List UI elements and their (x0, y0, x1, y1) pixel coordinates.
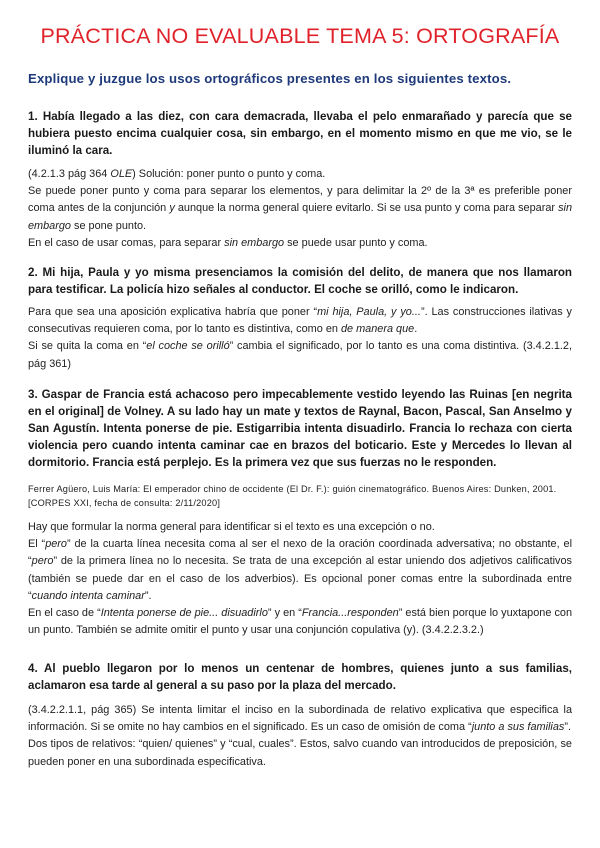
answer-1-paragraph-2: Se puede poner punto y coma para separar los elementos, y para delimitar la 2º de la 3ª es preferible poner coma antes de la conjunción y aunque la norma general quiere evitarlo. Si se usa punto y coma para separar sin embargo se pone punto. (28, 185, 573, 232)
question-4: 4. Al pueblo llegaron por lo menos un centenar de hombres, quienes junto a sus familias, aclamaron esa tarde al general a su paso por la plaza del mercado. (28, 662, 572, 692)
answer-1 (28, 166, 572, 252)
answer-3-paragraph-2: El “pero” de la cuarta línea necesita coma al ser el nexo de la oración coordinada adversativa; no obstante, el “pero” de la primera línea no lo necesita. Se trata de una excepción al estar uniendo dos adjetivos calificativos (también se puede dar en el caso de los adverbios). Es opcional poner comas entre la subordinada entre “cuando intenta caminar”. (28, 538, 572, 602)
answer-3 (28, 519, 572, 639)
answer-2 (28, 304, 572, 373)
answer-4-paragraph-1: (3.4.2.2.1.1, pág 365) Se intenta limitar el inciso en la subordinada de relativo explicativa que especifica la información. Si se omite no hay cambios en el significado. Es un caso de omisión de coma “junto a sus familias”. (28, 704, 572, 734)
answer-2-paragraph-2: Si se quita la coma en “el coche se orilló” cambia el significado, por lo tanto es una coma distintiva. (3.4.2.1.2, pág 361) (28, 340, 572, 370)
answer-4-paragraph-2: Dos tipos de relativos: “quien/ quienes” y “cual, cuales”. Estos, salvo cuando van introducidos de preposición, se pueden poner en una subordinada especificativa. (28, 738, 572, 768)
answer-1-paragraph-1: (4.2.1.3 pág 364 OLE) Solución: poner punto o punto y coma. (28, 168, 326, 180)
question-2: 2. Mi hija, Paula y yo misma presenciamos la comisión del delito, de manera que nos llamaron para testificar. La policía hizo señales al conductor. El coche se orilló, como le indicaron. (28, 266, 572, 296)
answer-3-paragraph-1: Hay que formular la norma general para identificar si el texto es una excepción o no. (28, 521, 435, 533)
instructions-heading: Explique y juzgue los usos ortográficos presentes en los siguientes textos. (28, 71, 512, 86)
question-1: 1. Había llegado a las diez, con cara demacrada, llevaba el pelo enmarañado y parecía que se hubiera puesto encima cualquier cosa, sin embargo, en el momento mismo en que me vio, se le iluminó la cara. (28, 110, 572, 157)
question-3: 3. Gaspar de Francia está achacoso pero impecablemente vestido leyendo las Ruinas [en negrita en el original] de Volney. A su lado hay un mate y textos de Raynal, Bacon, Pascal, San Anselmo y San Agustín. Intenta ponerse de pie. Estigarribia intenta disuadirlo. Francia lo rechaza con cierta violencia pero cuando intenta caminar cae en brazos del boticario. Este y Mercedes lo llevan al dormitorio. Francia está perplejo. Es la primera vez que sus fuerzas no le responden. (28, 388, 572, 469)
answer-3-paragraph-3: En el caso de “Intenta ponerse de pie... disuadirlo” y en “Francia...responden” está bien porque lo yuxtapone con un punto. También se admite omitir el punto y usar una conjunción copulativa (y). (3.4.2.2.3.2.) (28, 607, 572, 637)
answer-1-paragraph-3: En el caso de usar comas, para separar sin embargo se puede usar punto y coma. (28, 236, 428, 249)
answer-2-paragraph-1: Para que sea una aposición explicativa habría que poner “mi hija, Paula, y yo...”. Las construcciones ilativas y consecutivas requieren coma, por lo tanto es distintiva, como en de manera que. (28, 306, 572, 336)
answer-4 (28, 702, 572, 771)
citation: Ferrer Agüero, Luis María: El emperador chino de occidente (El Dr. F.): guión cinematográfico. Buenos Aires: Dunken, 2001. [CORPES XXI, fecha de consulta: 2/11/2020] (28, 484, 557, 508)
page-title: PRÁCTICA NO EVALUABLE TEMA 5: ORTOGRAFÍA (40, 24, 560, 48)
